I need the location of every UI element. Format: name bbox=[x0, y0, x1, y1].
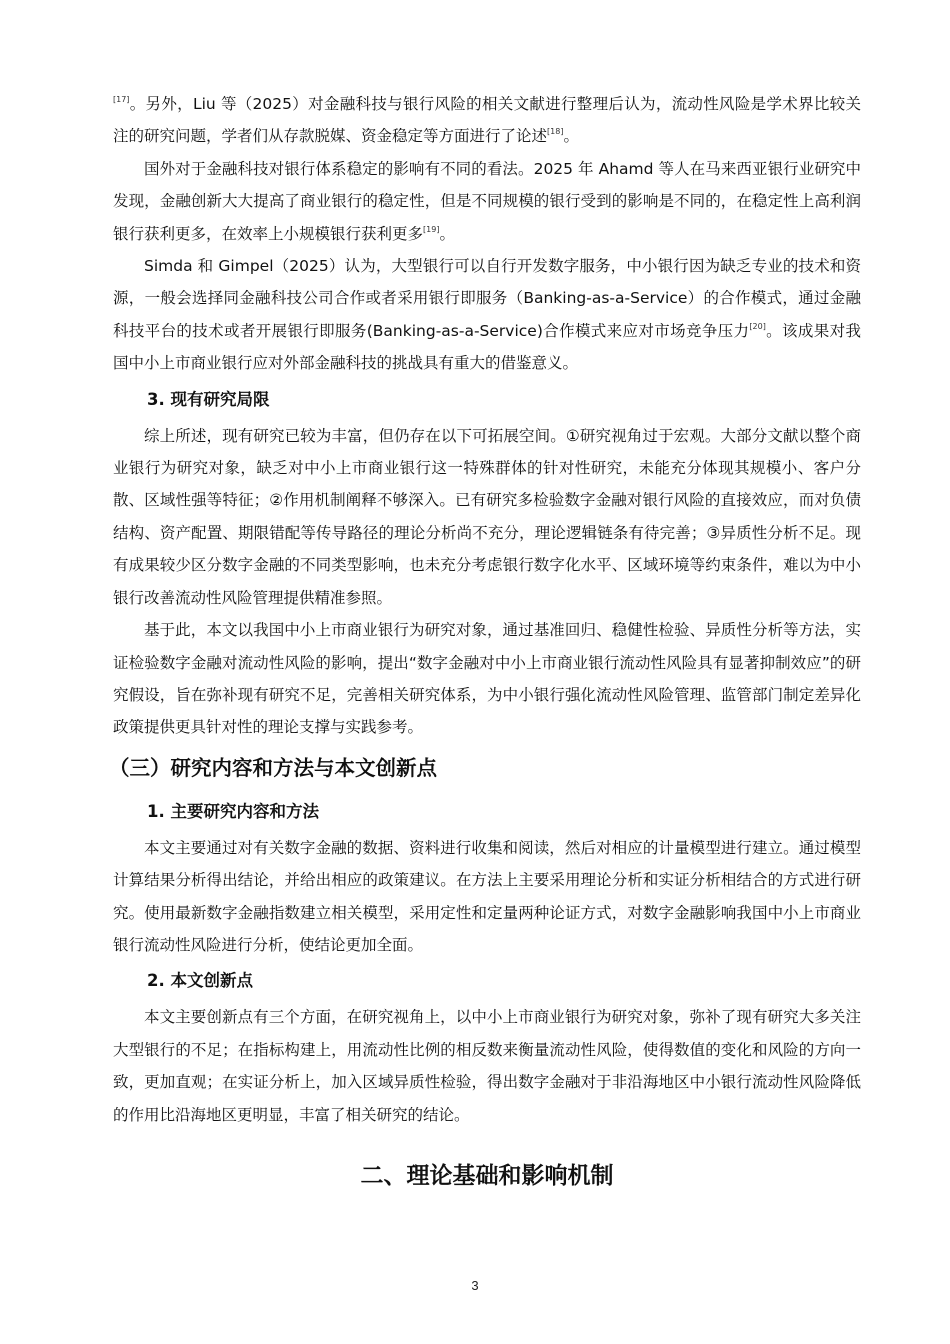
paragraph-summary: 综上所述，现有研究已较为丰富，但仍存在以下可拓展空间。①研究视角过于宏观。大部分文献以整个商业银行为研究对象，缺乏对中小上市商业银行这一特殊群体的针对性研究，未能充分体现其规模小、客户分散、区域性强等特征；②作用机制阐释不够深入。已有研究多检验数字金融对银行风险的直接效应，而对负债结构、资产配置、期限错配等传导路径的理论分析尚不充分，理论逻辑链条有待完善；③异质性分析不足。现有成果较少区分数字金融的不同类型影响，也未充分考虑银行数字化水平、区域环境等约束条件，难以为中小银行改善流动性风险管理提供精准参照。 bbox=[113, 426, 861, 607]
paragraph-basis: 基于此，本文以我国中小上市商业银行为研究对象，通过基准回归、稳健性检验、异质性分析等方法，实证检验数字金融对流动性风险的影响，提出“数字金融对中小上市商业银行流动性风险具有显著抑制效应”的研究假设，旨在弥补现有研究不足，完善相关研究体系，为中小银行强化流动性风险管理、监管部门制定差异化政策提供更具针对性的理论支撑与实践参考。 bbox=[113, 621, 861, 737]
citation-ref: [19] bbox=[423, 224, 440, 234]
citation-ref: [20] bbox=[749, 321, 766, 331]
paragraph-foreign-views bbox=[113, 153, 861, 250]
citation-ref: [18] bbox=[547, 127, 564, 137]
paragraph-methods: 本文主要通过对有关数字金融的数据、资料进行收集和阅读，然后对相应的计量模型进行建立。通过模型计算结果分析得出结论，并给出相应的政策建议。在方法上主要采用理论分析和实证分析相结合的方式进行研究。使用最新数字金融指数建立相关模型，采用定性和定量两种论证方式，对数字金融影响我国中小上市商业银行流动性风险进行分析，使结论更加全面。 bbox=[113, 838, 861, 954]
section-heading: （三）研究内容和方法与本文创新点 bbox=[109, 755, 437, 780]
paragraph-text: Simda 和 Gimpel（2025）认为，大型银行可以自行开发数字服务，中小银行因为缺乏专业的技术和资源，一般会选择同金融科技公司合作或者采用银行即服务（Banking-as-a-Service）的合作模式，通过金融科技平台的技术或者开展银行即服务(Banking-as-a-Service)合作模式来应对市场竞争压力 bbox=[113, 257, 861, 340]
subheading-innovation: 2. 本文创新点 bbox=[147, 971, 253, 991]
paragraph-text-end: 。 bbox=[439, 224, 455, 243]
paragraph-continued bbox=[113, 84, 861, 153]
paragraph-text-end: 。该成果对我国中小上市商业银行应对外部金融科技的挑战具有重大的借鉴意义。 bbox=[113, 321, 861, 373]
paragraph-text: 国外对于金融科技对银行体系稳定的影响有不同的看法。2025 年 Ahamd 等人在马来西亚银行业研究中发现，金融创新大大提高了商业银行的稳定性，但是不同规模的银行受到的影响是不同的，在稳定性上高利润银行获利更多，在效率上小规模银行获利更多 bbox=[113, 159, 861, 243]
subheading-content-methods: 1. 主要研究内容和方法 bbox=[147, 801, 319, 821]
paragraph-simda-gimpel bbox=[113, 250, 861, 380]
citation-ref: [17] bbox=[113, 95, 130, 104]
paragraph-text: 。另外，Liu 等（2025）对金融科技与银行风险的相关文献进行整理后认为，流动性风险是学术界比较关注的研究问题，学者们从存款脱媒、资金稳定等方面进行了论述 bbox=[113, 95, 861, 146]
page-body bbox=[109, 84, 861, 1201]
subheading-limitations: 3. 现有研究局限 bbox=[147, 389, 270, 409]
paragraph-innovation: 本文主要创新点有三个方面，在研究视角上，以中小上市商业银行为研究对象，弥补了现有研究大多关注大型银行的不足；在指标构建上，用流动性比例的相反数来衡量流动性风险，使得数值的变化和风险的方向一致，更加直观；在实证分析上，加入区域异质性检验，得出数字金融对于非沿海地区中小银行流动性风险降低的作用比沿海地区更明显，丰富了相关研究的结论。 bbox=[113, 1008, 861, 1124]
page-number: 3 bbox=[471, 1278, 479, 1293]
paragraph-text-end: 。 bbox=[563, 127, 579, 146]
chapter-heading: 二、理论基础和影响机制 bbox=[360, 1162, 614, 1189]
